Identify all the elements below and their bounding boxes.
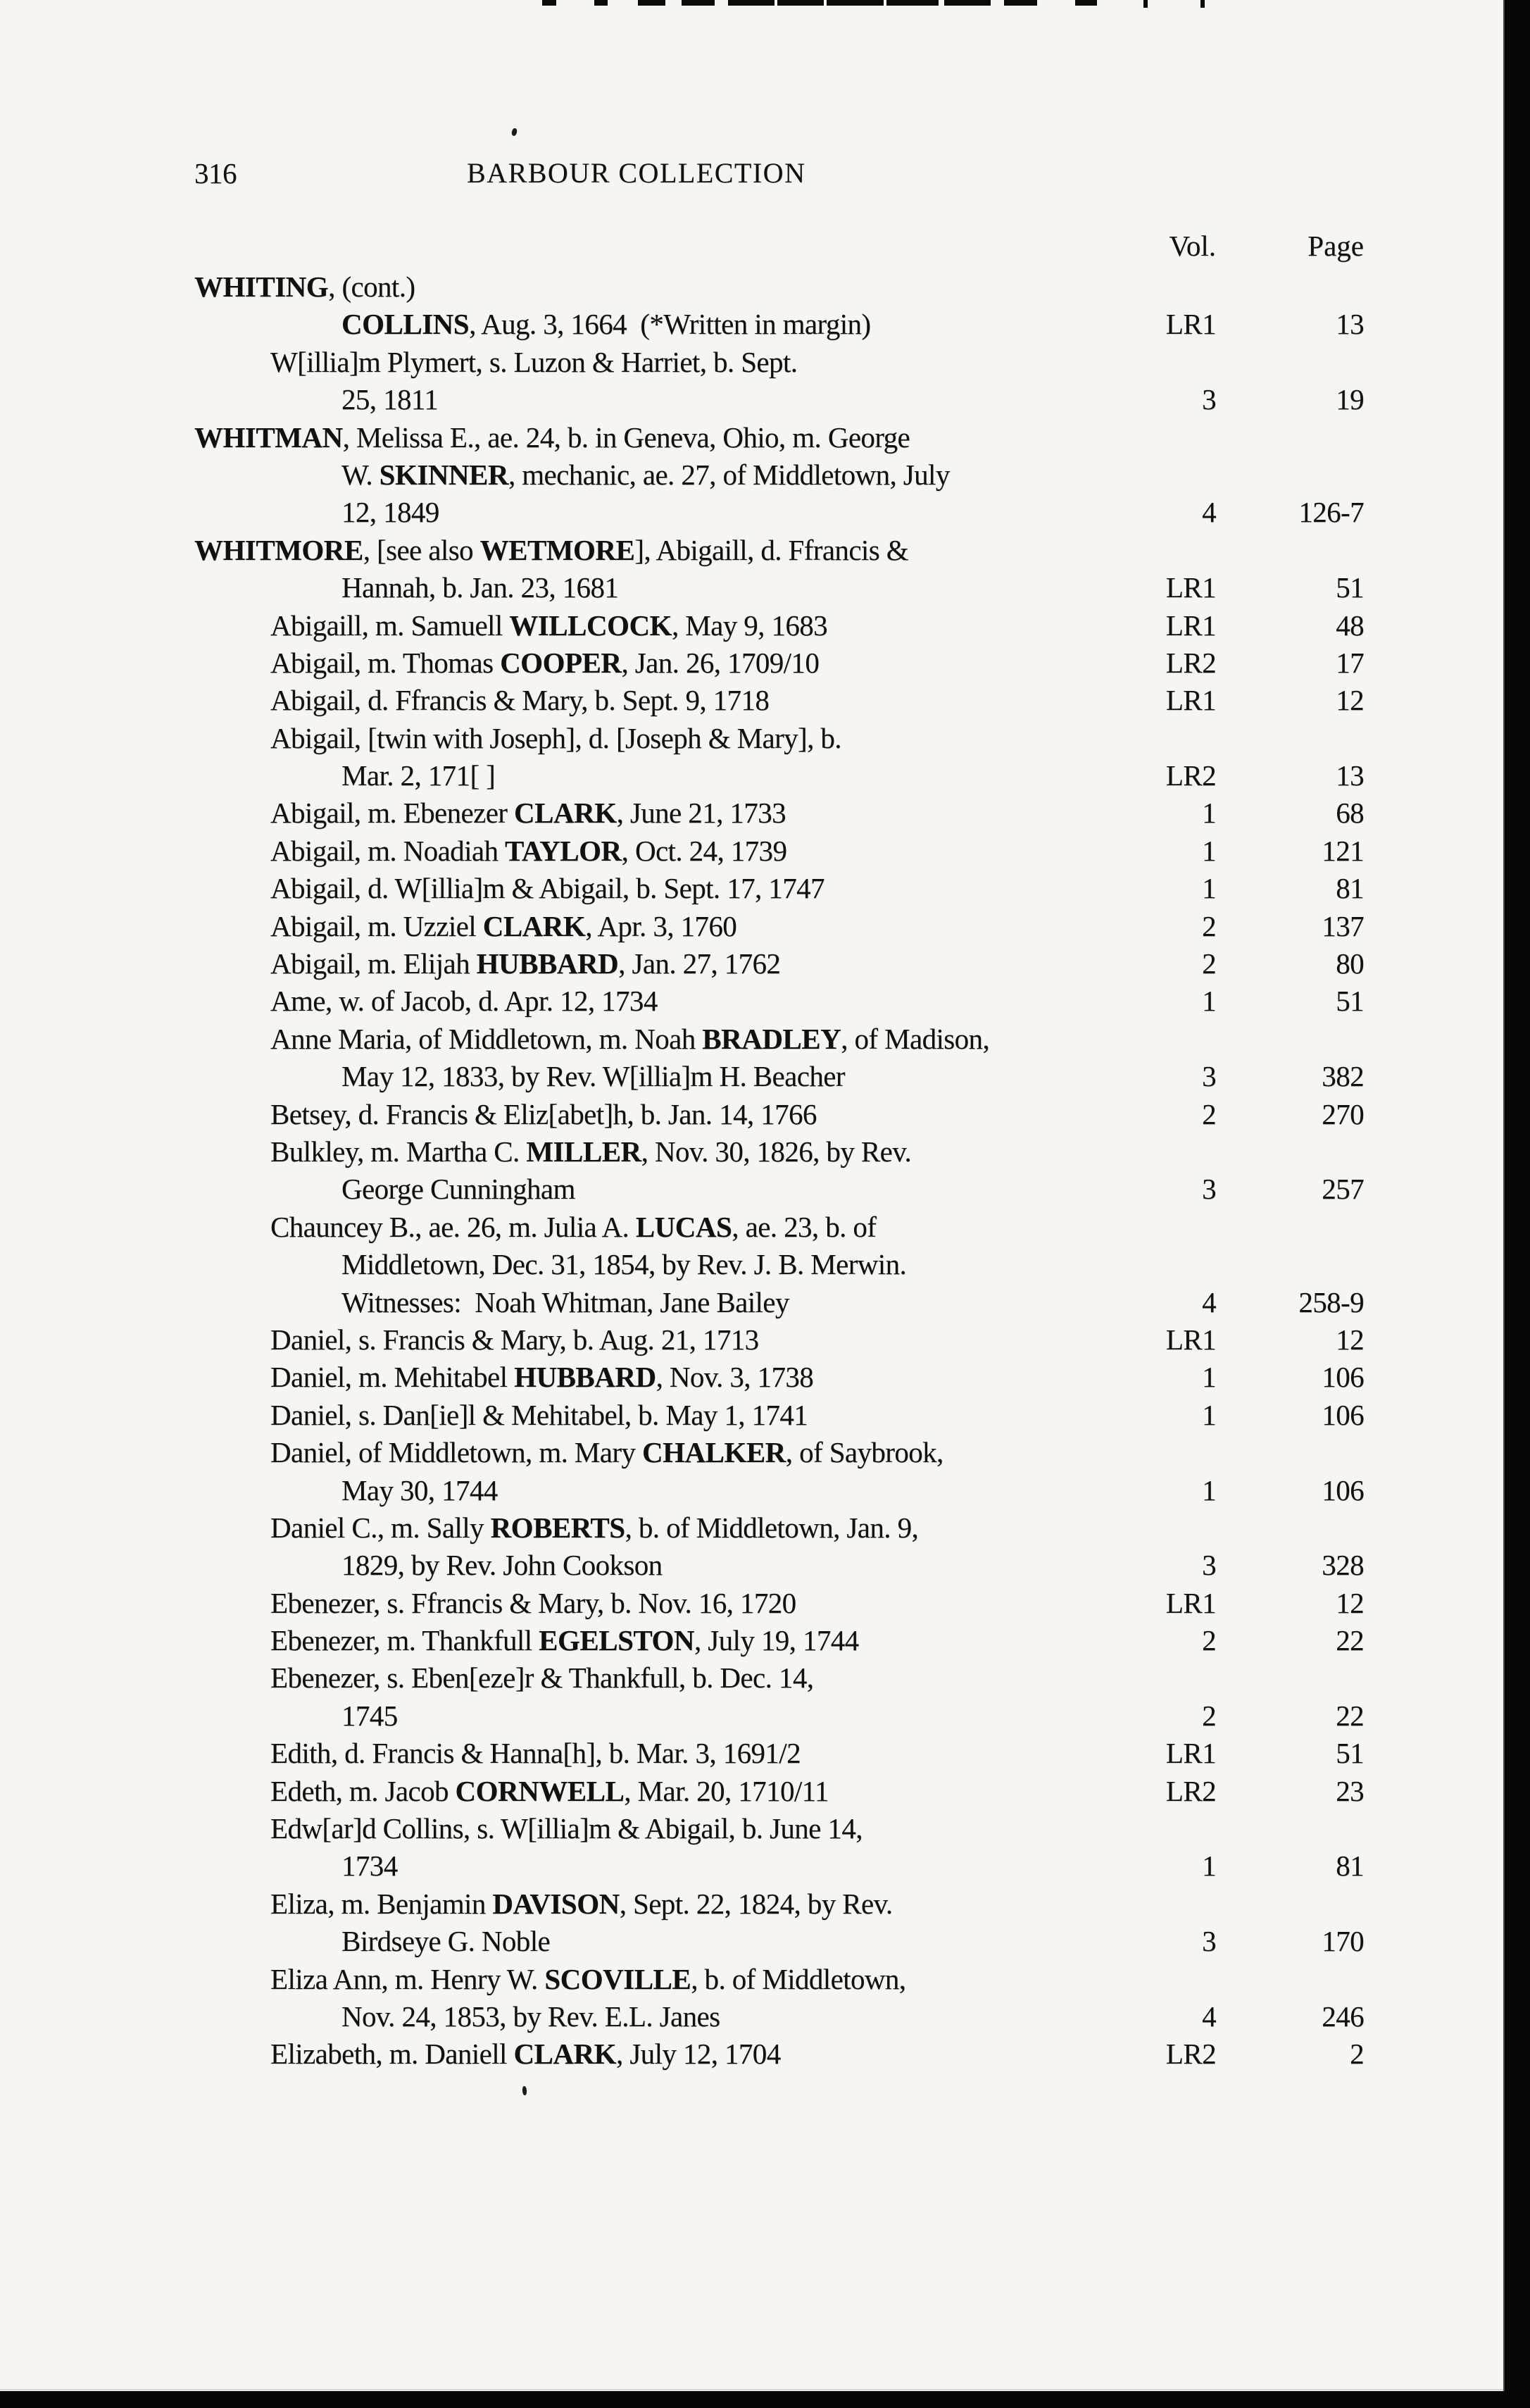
page-value: 12 — [1336, 1323, 1364, 1356]
vol-value: LR2 — [1165, 2038, 1216, 2071]
record-text-pre: Daniel, s. Francis & Mary, b. Aug. 21, 1713 — [270, 1323, 759, 1356]
record-row — [0, 1021, 1530, 1058]
record-text — [0, 607, 827, 644]
record-text — [0, 1509, 918, 1547]
surname-bold: HUBBARD — [476, 947, 619, 980]
record-text-pre: Daniel C., m. Sally — [270, 1511, 491, 1544]
record-text-mid: , Nov. 3, 1738 — [656, 1361, 814, 1394]
record-row — [0, 1773, 1530, 1810]
vol-value: 1 — [1202, 834, 1216, 867]
vol-value: LR1 — [1165, 1323, 1216, 1356]
record-text — [0, 1961, 905, 1998]
record-text-pre: Abigail, m. Uzziel — [270, 909, 483, 942]
record-text-mid: , mechanic, ae. 27, of Middletown, July — [508, 458, 950, 491]
vol-value: 1 — [1202, 872, 1216, 905]
vol-value: 3 — [1202, 1549, 1216, 1582]
record-text-pre: Abigail, m. Ebenezer — [270, 797, 515, 830]
scan-artifact-dash — [1075, 0, 1097, 6]
record-row — [0, 870, 1530, 907]
record-row — [0, 494, 1530, 531]
scan-edge-bottom — [0, 2391, 1530, 2408]
vol-value: LR2 — [1165, 646, 1216, 679]
page-value: 22 — [1336, 1624, 1364, 1657]
record-text — [0, 1773, 829, 1810]
record-text-mid: , Oct. 24, 1739 — [621, 834, 787, 867]
record-row — [0, 1847, 1530, 1885]
record-text — [0, 982, 658, 1020]
scan-artifact-tick — [1200, 0, 1205, 8]
record-text-pre: Middletown, Dec. 31, 1854, by Rev. J. B. Merwin. — [341, 1248, 907, 1281]
surname-bold: CLARK — [482, 909, 586, 942]
record-row — [0, 757, 1530, 794]
record-row — [0, 982, 1530, 1020]
page-value: 51 — [1336, 571, 1364, 604]
record-text-pre: W[illia]m Plymert, s. Luzon & Harriet, b. Sept. — [270, 345, 798, 378]
record-text-pre: 25, 1811 — [341, 383, 439, 416]
record-text — [0, 1998, 720, 2035]
scan-artifact-dash — [682, 0, 715, 6]
record-row — [0, 1246, 1530, 1283]
surname-bold: BRADLEY — [702, 1022, 841, 1055]
record-text — [0, 1284, 789, 1321]
record-text-mid: , ae. 23, b. of — [732, 1210, 877, 1243]
surname-bold: ROBERTS — [490, 1511, 625, 1544]
record-text-mid: , Nov. 30, 1826, by Rev. — [641, 1135, 912, 1168]
page-value: 51 — [1336, 1737, 1364, 1770]
vol-value: LR1 — [1165, 609, 1216, 642]
surname-bold: HUBBARD — [514, 1361, 656, 1394]
record-text — [0, 1847, 398, 1885]
record-text — [0, 2035, 781, 2073]
record-text — [0, 1735, 801, 1772]
vol-value: 2 — [1202, 1097, 1216, 1130]
surname-bold: EGELSTON — [539, 1624, 694, 1657]
page-value: 137 — [1322, 909, 1364, 942]
vol-value: 3 — [1202, 383, 1216, 416]
record-text-pre: May 30, 1744 — [341, 1473, 498, 1506]
page-value: 80 — [1336, 947, 1364, 980]
surname-bold: SKINNER — [379, 458, 508, 491]
record-text — [0, 381, 438, 418]
record-text-pre: Abigail, d. W[illia]m & Abigail, b. Sept. 17, 1747 — [270, 872, 824, 905]
record-text-pre: Abigaill, m. Samuell — [270, 609, 510, 642]
scan-artifact-dash — [827, 0, 884, 6]
record-text-pre: 1829, by Rev. John Cookson — [341, 1549, 663, 1582]
record-text-pre: Ebenezer, m. Thankfull — [270, 1624, 539, 1657]
scan-artifact-speck — [522, 2086, 527, 2095]
record-text — [0, 344, 797, 381]
vol-value: LR1 — [1165, 571, 1216, 604]
record-text — [0, 1021, 989, 1058]
record-text — [0, 268, 415, 306]
surname-bold: WILLCOCK — [509, 609, 672, 642]
record-text-pre: 1734 — [341, 1849, 398, 1883]
record-text — [0, 569, 618, 606]
page-column-header: Page — [1308, 230, 1364, 262]
record-text — [0, 456, 950, 494]
record-text-pre: Hannah, b. Jan. 23, 1681 — [341, 571, 619, 604]
record-text-pre: Anne Maria, of Middletown, m. Noah — [270, 1022, 703, 1055]
record-text — [0, 720, 841, 757]
record-text — [0, 1585, 796, 1622]
vol-value: 2 — [1202, 947, 1216, 980]
surname-bold: LUCAS — [635, 1210, 732, 1243]
vol-value: 1 — [1202, 985, 1216, 1018]
page-value: 270 — [1322, 1097, 1364, 1130]
record-row — [0, 682, 1530, 719]
scan-artifact-tick — [1143, 0, 1148, 8]
page-value: 258-9 — [1298, 1285, 1364, 1318]
scan-artifact-dash — [777, 0, 824, 6]
surname-bold: COLLINS — [341, 308, 470, 341]
record-text-pre: Abigail, m. Thomas — [270, 646, 501, 679]
record-row — [0, 1998, 1530, 2035]
page-value: 2 — [1350, 2038, 1364, 2071]
record-row — [0, 1209, 1530, 1246]
record-text — [0, 1359, 813, 1396]
page-value: 23 — [1336, 1774, 1364, 1807]
record-text-pre: 1745 — [341, 1699, 398, 1732]
record-text-mid: , July 19, 1744 — [694, 1624, 859, 1657]
vol-column-header: Vol. — [1169, 230, 1216, 262]
record-text-mid: , June 21, 1733 — [616, 797, 786, 830]
surname-bold: WHITING — [194, 270, 329, 303]
record-text-pre: Ebenezer, s. Ffrancis & Mary, b. Nov. 16, 1720 — [270, 1586, 796, 1619]
page-value: 17 — [1336, 646, 1364, 679]
record-text-pre: Betsey, d. Francis & Eliz[abet]h, b. Jan. 14, 1766 — [270, 1097, 817, 1130]
record-text — [0, 644, 819, 682]
record-row — [0, 419, 1530, 456]
record-text-mid: , b. of Middletown, — [691, 1962, 906, 1995]
record-row — [0, 569, 1530, 606]
page-value: 106 — [1322, 1361, 1364, 1394]
surname-bold: WHITMORE — [194, 533, 363, 566]
page-value: 13 — [1336, 308, 1364, 341]
record-text — [0, 1810, 863, 1847]
vol-value: 1 — [1202, 1361, 1216, 1394]
record-text-pre: Eliza Ann, m. Henry W. — [270, 1962, 545, 1995]
record-text — [0, 1209, 876, 1246]
record-text — [0, 1547, 663, 1584]
page-title: BARBOUR COLLECTION — [467, 157, 806, 189]
record-row — [0, 1058, 1530, 1095]
record-row — [0, 1133, 1530, 1171]
record-text-pre: Eliza, m. Benjamin — [270, 1887, 493, 1920]
record-row — [0, 456, 1530, 494]
surname-bold: CLARK — [514, 797, 617, 830]
record-row — [0, 832, 1530, 870]
record-text-pre: 12, 1849 — [341, 496, 439, 529]
page-value: 22 — [1336, 1699, 1364, 1732]
record-text-post: ], Abigaill, d. Ffrancis & — [634, 533, 909, 566]
record-text-pre: Chauncey B., ae. 26, m. Julia A. — [270, 1210, 636, 1243]
surname-bold: MILLER — [526, 1135, 641, 1168]
record-row — [0, 1961, 1530, 1998]
record-row — [0, 1321, 1530, 1359]
record-row — [0, 2035, 1530, 2073]
record-text-pre: Elizabeth, m. Daniell — [270, 2038, 514, 2071]
page-value: 12 — [1336, 1586, 1364, 1619]
record-text-mid: , Aug. 3, 1664 (*Written in margin) — [469, 308, 871, 341]
record-row — [0, 1547, 1530, 1584]
page-number: 316 — [194, 157, 237, 189]
record-text — [0, 1923, 550, 1960]
record-text — [0, 1697, 398, 1735]
record-text — [0, 1171, 575, 1208]
record-text-pre: Edith, d. Francis & Hanna[h], b. Mar. 3, 1691/2 — [270, 1737, 801, 1770]
vol-value: 1 — [1202, 1398, 1216, 1431]
vol-value: 1 — [1202, 797, 1216, 830]
record-text-mid: , of Saybrook, — [785, 1436, 943, 1469]
record-row — [0, 1434, 1530, 1471]
record-text-mid: , of Madison, — [841, 1022, 990, 1055]
page-value: 12 — [1336, 684, 1364, 717]
vol-value: 1 — [1202, 1473, 1216, 1506]
page-value: 19 — [1336, 383, 1364, 416]
page-value: 382 — [1322, 1060, 1364, 1093]
vol-value: 3 — [1202, 1060, 1216, 1093]
record-text-pre: Daniel, s. Dan[ie]l & Mehitabel, b. May 1, 1741 — [270, 1398, 808, 1431]
record-row — [0, 908, 1530, 945]
page-value: 106 — [1322, 1398, 1364, 1431]
record-text — [0, 794, 786, 832]
record-row — [0, 1359, 1530, 1396]
record-text — [0, 1096, 817, 1133]
page-value: 121 — [1322, 834, 1364, 867]
record-row — [0, 1885, 1530, 1923]
vol-value: 2 — [1202, 1699, 1216, 1732]
record-row — [0, 1585, 1530, 1622]
record-text — [0, 532, 908, 569]
scan-artifact-dash — [1004, 0, 1037, 6]
record-row — [0, 1397, 1530, 1434]
record-text-pre: May 12, 1833, by Rev. W[illia]m H. Beacher — [341, 1060, 845, 1093]
record-text-mid: , (cont.) — [328, 270, 415, 303]
page-value: 126-7 — [1298, 496, 1364, 529]
record-text — [0, 1133, 911, 1171]
record-text-pre: Witnesses: Noah Whitman, Jane Bailey — [341, 1285, 789, 1318]
record-text — [0, 494, 439, 531]
record-text-mid: , Apr. 3, 1760 — [585, 909, 737, 942]
scan-artifact-dash — [728, 0, 775, 6]
record-row — [0, 344, 1530, 381]
record-text-pre: Edeth, m. Jacob — [270, 1774, 456, 1807]
record-text — [0, 1321, 759, 1359]
scan-artifact-dash — [542, 0, 556, 6]
record-text-pre: Nov. 24, 1853, by Rev. E.L. Janes — [341, 2000, 720, 2033]
page-value: 81 — [1336, 872, 1364, 905]
record-row — [0, 1923, 1530, 1960]
record-row — [0, 1096, 1530, 1133]
record-row — [0, 1284, 1530, 1321]
page-value: 81 — [1336, 1849, 1364, 1883]
surname-bold: COOPER — [500, 646, 622, 679]
vol-value: 4 — [1202, 1285, 1216, 1318]
record-text-pre: Birdseye G. Noble — [341, 1925, 551, 1958]
vol-value: 4 — [1202, 496, 1216, 529]
record-row — [0, 1659, 1530, 1697]
record-text — [0, 1622, 859, 1659]
record-text-pre: Abigail, m. Elijah — [270, 947, 477, 980]
page-value: 328 — [1322, 1549, 1364, 1582]
record-text — [0, 1397, 808, 1434]
record-text — [0, 757, 495, 794]
record-text-mid: , [see also — [363, 533, 480, 566]
record-row — [0, 306, 1530, 343]
record-text-mid: , Melissa E., ae. 24, b. in Geneva, Ohio, m. George — [342, 420, 910, 454]
record-row — [0, 532, 1530, 569]
record-text-pre: Abigail, m. Noadiah — [270, 834, 506, 867]
scan-artifact-dash — [594, 0, 608, 6]
scan-artifact-dash — [886, 0, 939, 6]
record-text-mid: , Jan. 27, 1762 — [618, 947, 781, 980]
record-row — [0, 945, 1530, 982]
vol-value: LR1 — [1165, 308, 1216, 341]
record-text — [0, 908, 736, 945]
record-text-mid: , Jan. 26, 1709/10 — [621, 646, 820, 679]
vol-value: LR1 — [1165, 1586, 1216, 1619]
record-row — [0, 1622, 1530, 1659]
surname-bold: WHITMAN — [194, 420, 343, 454]
page-value: 13 — [1336, 759, 1364, 792]
scan-edge-seam — [0, 2389, 1505, 2390]
page-value: 51 — [1336, 985, 1364, 1018]
scan-artifact-dash — [944, 0, 991, 6]
surname-bold-2: WETMORE — [479, 533, 635, 566]
vol-value: LR2 — [1165, 759, 1216, 792]
record-text-pre: George Cunningham — [341, 1173, 575, 1206]
vol-value: LR1 — [1165, 684, 1216, 717]
record-text — [0, 1885, 892, 1923]
surname-bold: SCOVILLE — [544, 1962, 691, 1995]
record-text — [0, 1472, 498, 1509]
record-text-pre: Daniel, of Middletown, m. Mary — [270, 1436, 642, 1469]
scan-edge-right — [1503, 0, 1530, 2408]
record-text-mid: , Mar. 20, 1710/11 — [624, 1774, 829, 1807]
record-row — [0, 1735, 1530, 1772]
record-text-pre: Bulkley, m. Martha C. — [270, 1135, 527, 1168]
record-row — [0, 720, 1530, 757]
surname-bold: DAVISON — [492, 1887, 620, 1920]
record-text-pre: Ame, w. of Jacob, d. Apr. 12, 1734 — [270, 985, 658, 1018]
vol-value: 3 — [1202, 1173, 1216, 1206]
record-row — [0, 1697, 1530, 1735]
record-text-pre: Abigail, d. Ffrancis & Mary, b. Sept. 9, 1718 — [270, 684, 770, 717]
vol-value: 2 — [1202, 1624, 1216, 1657]
record-row — [0, 1171, 1530, 1208]
surname-bold: CORNWELL — [455, 1774, 625, 1807]
vol-value: 3 — [1202, 1925, 1216, 1958]
record-row — [0, 381, 1530, 418]
page-value: 68 — [1336, 797, 1364, 830]
record-list — [0, 268, 1530, 2073]
vol-value: 1 — [1202, 1849, 1216, 1883]
record-text — [0, 1058, 845, 1095]
vol-value: LR1 — [1165, 1737, 1216, 1770]
record-text-mid: , May 9, 1683 — [671, 609, 828, 642]
record-text — [0, 1434, 943, 1471]
page-value: 106 — [1322, 1473, 1364, 1506]
record-text-pre: Mar. 2, 171[ ] — [341, 759, 496, 792]
vol-value: LR2 — [1165, 1774, 1216, 1807]
page-value: 257 — [1322, 1173, 1364, 1206]
record-text-pre: Edw[ar]d Collins, s. W[illia]m & Abigail, b. June 14, — [270, 1812, 863, 1845]
vol-value: 4 — [1202, 2000, 1216, 2033]
record-row — [0, 1472, 1530, 1509]
record-text — [0, 419, 910, 456]
record-text — [0, 682, 769, 719]
record-text-pre: Daniel, m. Mehitabel — [270, 1361, 515, 1394]
surname-bold: CLARK — [513, 2038, 617, 2071]
record-text-pre: Ebenezer, s. Eben[eze]r & Thankfull, b. Dec. 14, — [270, 1661, 814, 1695]
page-value: 246 — [1322, 2000, 1364, 2033]
vol-value: 2 — [1202, 909, 1216, 942]
record-text-pre: W. — [341, 458, 380, 491]
record-text-mid: , b. of Middletown, Jan. 9, — [625, 1511, 919, 1544]
scan-artifact-dash — [638, 0, 665, 6]
record-row — [0, 644, 1530, 682]
record-text — [0, 306, 870, 343]
surname-bold: TAYLOR — [505, 834, 622, 867]
record-text-mid: , July 12, 1704 — [616, 2038, 781, 2071]
record-row — [0, 794, 1530, 832]
record-text-pre: Abigail, [twin with Joseph], d. [Joseph & Mary], b. — [270, 721, 841, 754]
page-value: 48 — [1336, 609, 1364, 642]
record-row — [0, 1509, 1530, 1547]
page-value: 170 — [1322, 1925, 1364, 1958]
surname-bold: CHALKER — [641, 1436, 786, 1469]
scan-artifact-speck — [511, 127, 518, 136]
record-text — [0, 832, 786, 870]
record-row — [0, 607, 1530, 644]
record-row — [0, 268, 1530, 306]
record-row — [0, 1810, 1530, 1847]
record-text — [0, 1659, 813, 1697]
record-text — [0, 870, 824, 907]
record-text — [0, 1246, 906, 1283]
record-text — [0, 945, 780, 982]
record-text-mid: , Sept. 22, 1824, by Rev. — [619, 1887, 893, 1920]
